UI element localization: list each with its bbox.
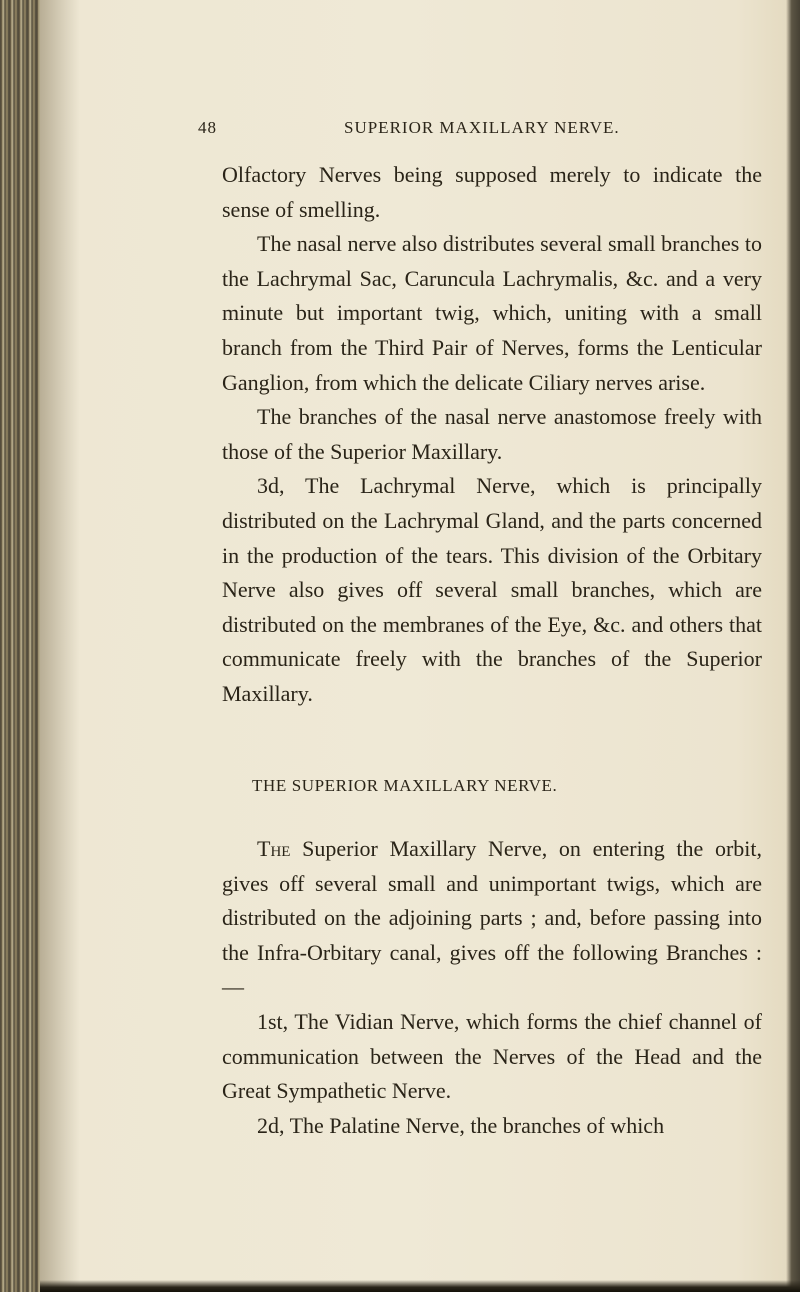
page-bottom-edge <box>40 1280 800 1292</box>
paragraph-continuation: Olfactory Nerves being supposed merely to indicate the sense of smelling. <box>222 162 762 222</box>
body-text <box>222 158 762 712</box>
page-number: 48 <box>198 118 217 137</box>
paragraph-anastomose: The branches of the nasal nerve anastomose freely with those of the Superior Maxillary. <box>222 404 762 464</box>
section-heading: THE SUPERIOR MAXILLARY NERVE. <box>252 776 558 795</box>
paragraph-palatine-nerve: 2d, The Palatine Nerve, the branches of which <box>257 1112 665 1138</box>
page-right-edge <box>786 0 800 1292</box>
section-body-text <box>222 832 762 1143</box>
book-binding-edge <box>0 0 40 1292</box>
paragraph-lead-word: The <box>257 836 291 861</box>
paragraph-superior-maxillary <box>222 832 762 1005</box>
paragraph-nasal-nerve: The nasal nerve also distributes several small branches to the Lachrymal Sac, Caruncula Lachrymalis, &c. and a very minute but important twig, which, uniting with a small branch from the Third Pair of Nerves, forms the Lenticular Ganglion, from which the delicate Ciliary nerves arise. <box>222 231 762 395</box>
binding-shadow <box>40 0 80 1292</box>
paragraph-lachrymal-nerve: 3d, The Lachrymal Nerve, which is principally distributed on the Lachrymal Gland, and the parts concerned in the production of the tears. This division of the Orbitary Nerve also gives off several small branches, which are distributed on the membranes of the Eye, &c. and others that communicate freely with the branches of the Superior Maxillary. <box>222 473 762 706</box>
running-title: SUPERIOR MAXILLARY NERVE. <box>344 118 620 137</box>
paragraph-vidian-nerve: 1st, The Vidian Nerve, which forms the chief channel of communication between the Nerves of the Head and the Great Sympathetic Nerve. <box>222 1008 762 1104</box>
paragraph-rest: Superior Maxillary Nerve, on entering the orbit, gives off several small and unimportant twigs, which are distributed on the adjoining parts ; and, before passing into the Infra-Orbitary canal, gives off the following Branches : — <box>222 836 762 1000</box>
